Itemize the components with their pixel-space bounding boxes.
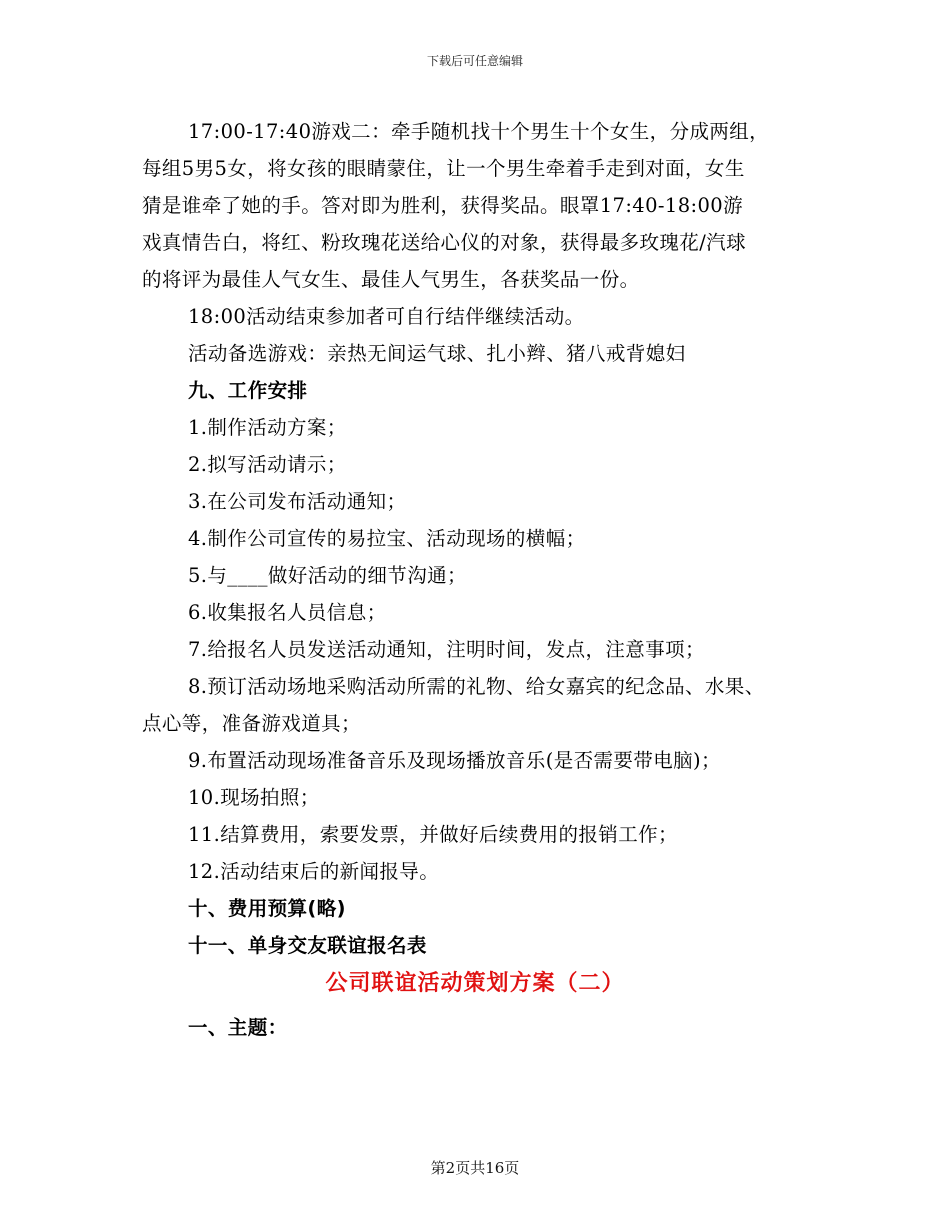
page-header: 下载后可任意编辑 — [426, 54, 523, 68]
section-heading-work-arrangement: 九、工作安排 — [188, 379, 308, 402]
body-line: 的将评为最佳人气女生、最佳人气男生，各获奖品一份。 — [142, 268, 640, 291]
body-line: 活动备选游戏：亲热无间运气球、扎小辫、猪八戒背媳妇 — [188, 342, 686, 365]
section-heading-budget: 十、费用预算(略) — [188, 897, 346, 920]
section-heading-theme: 一、主题： — [188, 1016, 288, 1039]
task-item: 11.结算费用，索要发票，并做好后续费用的报销工作； — [188, 823, 678, 846]
body-line: 17:00-17:40游戏二：牵手随机找十个男生十个女生，分成两组， — [188, 120, 770, 143]
body-line: 猜是谁牵了她的手。答对即为胜利，获得奖品。眼罩17:40-18:00游 — [142, 194, 743, 217]
body-line: 18:00活动结束参加者可自行结伴继续活动。 — [188, 305, 585, 328]
page-footer: 第2页共16页 — [430, 1159, 520, 1177]
section-heading-signup-form: 十一、单身交友联谊报名表 — [188, 934, 427, 957]
task-item: 7.给报名人员发送活动通知，注明时间，发点，注意事项； — [188, 638, 705, 661]
task-item: 4.制作公司宣传的易拉宝、活动现场的横幅； — [188, 527, 586, 550]
task-item: 12.活动结束后的新闻报导。 — [188, 860, 440, 883]
task-item: 6.收集报名人员信息； — [188, 601, 387, 624]
task-item: 1.制作活动方案； — [188, 416, 347, 439]
task-item-continuation: 点心等，准备游戏道具； — [142, 712, 361, 735]
task-item: 5.与____做好活动的细节沟通； — [188, 564, 467, 587]
task-item: 3.在公司发布活动通知； — [188, 490, 407, 513]
task-item: 9.布置活动现场准备音乐及现场播放音乐(是否需要带电脑)； — [188, 749, 721, 772]
task-item: 10.现场拍照； — [188, 786, 320, 809]
body-line: 戏真情告白，将红、粉玫瑰花送给心仪的对象，获得最多玫瑰花/汽球 — [142, 231, 746, 254]
task-item: 2.拟写活动请示； — [188, 453, 347, 476]
plan-title: 公司联谊活动策划方案（二） — [325, 971, 625, 996]
body-line: 每组5男5女，将女孩的眼睛蒙住，让一个男生牵着手走到对面，女生 — [142, 157, 745, 180]
task-item: 8.预订活动场地采购活动所需的礼物、给女嘉宾的纪念品、水果、 — [188, 675, 765, 698]
